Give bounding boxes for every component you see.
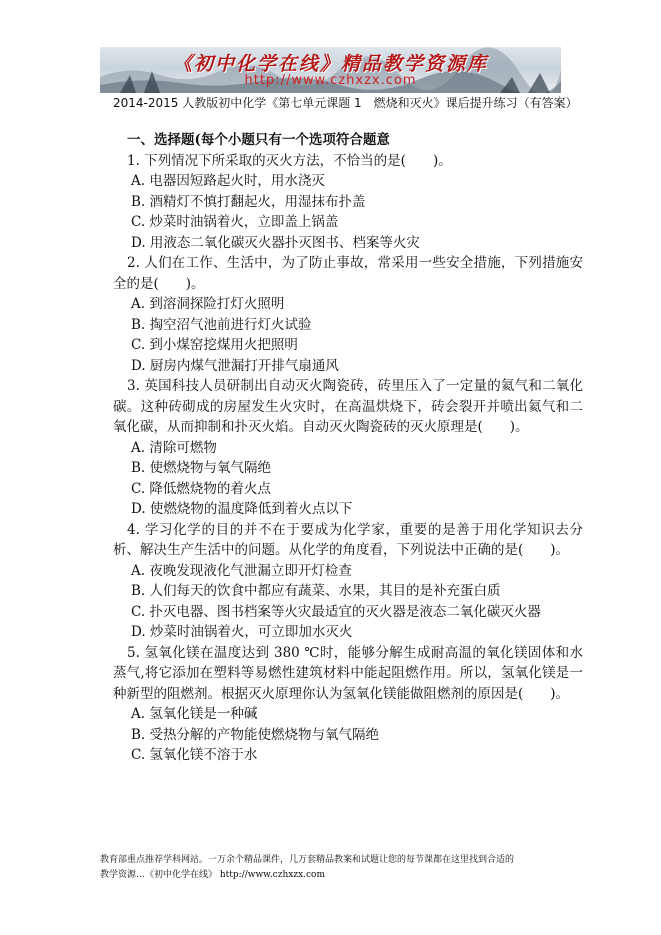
question-content [113,130,583,766]
footer-line-1: 教育部重点推荐学科网站。一万余个精品课件，几万套精品教案和试题让您的每节课都在这里找到合适的 [100,855,515,865]
question-2 [113,253,583,376]
option-b: B. 使燃烧物与氧气隔绝 [131,460,272,476]
option-d: D. 炒菜时油锅着火，可立即加水灭火 [131,624,353,640]
question-stem: 4. 学习化学的目的并不在于要成为化学家，重要的是善于用化学知识去分析、解决生产生活中的问题。从化学的角度看，下列说法中正确的是( )。 [113,521,583,558]
question-1 [113,151,583,254]
question-stem: 2. 人们在工作、生活中，为了防止事故，常采用一些安全措施，下列措施安全的是( )。 [113,255,583,292]
option-a: A. 清除可燃物 [131,439,217,456]
footer-url-link[interactable]: http://www.czhxzx.com [219,870,326,880]
question-stem: 5. 氢氧化镁在温度达到 380 ℃时，能够分解生成耐高温的氧化镁固体和水蒸气,将它添加在塑料等易燃性建筑材料中能起阻燃作用。所以，氢氧化镁是一种新型的阻燃剂。根据灭火原理你认为氢氧化镁能做阻燃剂的原因是( )。 [113,644,583,702]
question-stem: 1. 下列情况下所采取的灭火方法，不恰当的是( )。 [127,152,452,169]
option-a: A. 夜晚发现液化气泄漏立即开灯检查 [131,562,352,579]
question-5 [113,643,583,766]
footer-site-name: 教学资源…《初中化学在线》 [100,870,218,880]
page-footer [100,853,570,883]
option-c: C. 炒菜时油锅着火，立即盖上锅盖 [131,214,339,230]
question-4 [113,520,583,643]
question-3 [113,376,583,520]
banner-title: 《初中化学在线》精品教学资源库 [172,53,488,75]
option-b: B. 受热分解的产物能使燃烧物与氧气隔绝 [131,726,380,743]
option-c: C. 氢氧化镁不溶于水 [131,747,258,763]
option-c: C. 降低燃烧物的着火点 [131,480,271,497]
option-b: B. 酒精灯不慎打翻起火，用湿抹布扑盖 [131,193,366,210]
section-heading: 一、选择题(每个小题只有一个选项符合题意 [127,132,390,148]
question-stem: 3. 英国科技人员研制出自动灭火陶瓷砖，砖里压入了一定量的氦气和二氧化碳。这种砖砌成的房屋发生火灾时，在高温烘烧下，砖会裂开并喷出氦气和二氧化碳，从而抑制和扑灭火焰。自动灭火陶瓷砖的灭火原理是( )。 [113,378,583,435]
option-b: B. 掏空沼气池前进行灯火试验 [131,316,312,333]
option-a: A. 电器因短路起火时，用水浇灭 [131,173,325,189]
option-d: D. 厨房内煤气泄漏打开排气扇通风 [131,357,339,374]
option-d: D. 使燃烧物的温度降低到着火点以下 [131,501,353,517]
option-d: D. 用液态二氧化碳灭火器扑灭图书、档案等火灾 [131,234,420,251]
document-title: 2014-2015 人教版初中化学《第七单元课题 1 燃烧和灭火》课后提升练习（有答案） [113,96,578,110]
option-c: C. 到小煤窑挖煤用火把照明 [131,337,298,353]
option-a: A. 氢氧化镁是一种碱 [131,706,258,722]
option-b: B. 人们每天的饮食中都应有蔬菜、水果，其目的是补充蛋白质 [131,583,501,599]
header-banner [100,47,561,93]
footer-line-2 [100,868,570,883]
option-a: A. 到溶洞探险打灯火照明 [131,296,285,312]
banner-url-link[interactable]: http://www.czhxzx.com [244,73,417,88]
option-c: C. 扑灭电器、图书档案等火灾最适宜的灭火器是液态二氧化碳灭火器 [131,603,541,620]
